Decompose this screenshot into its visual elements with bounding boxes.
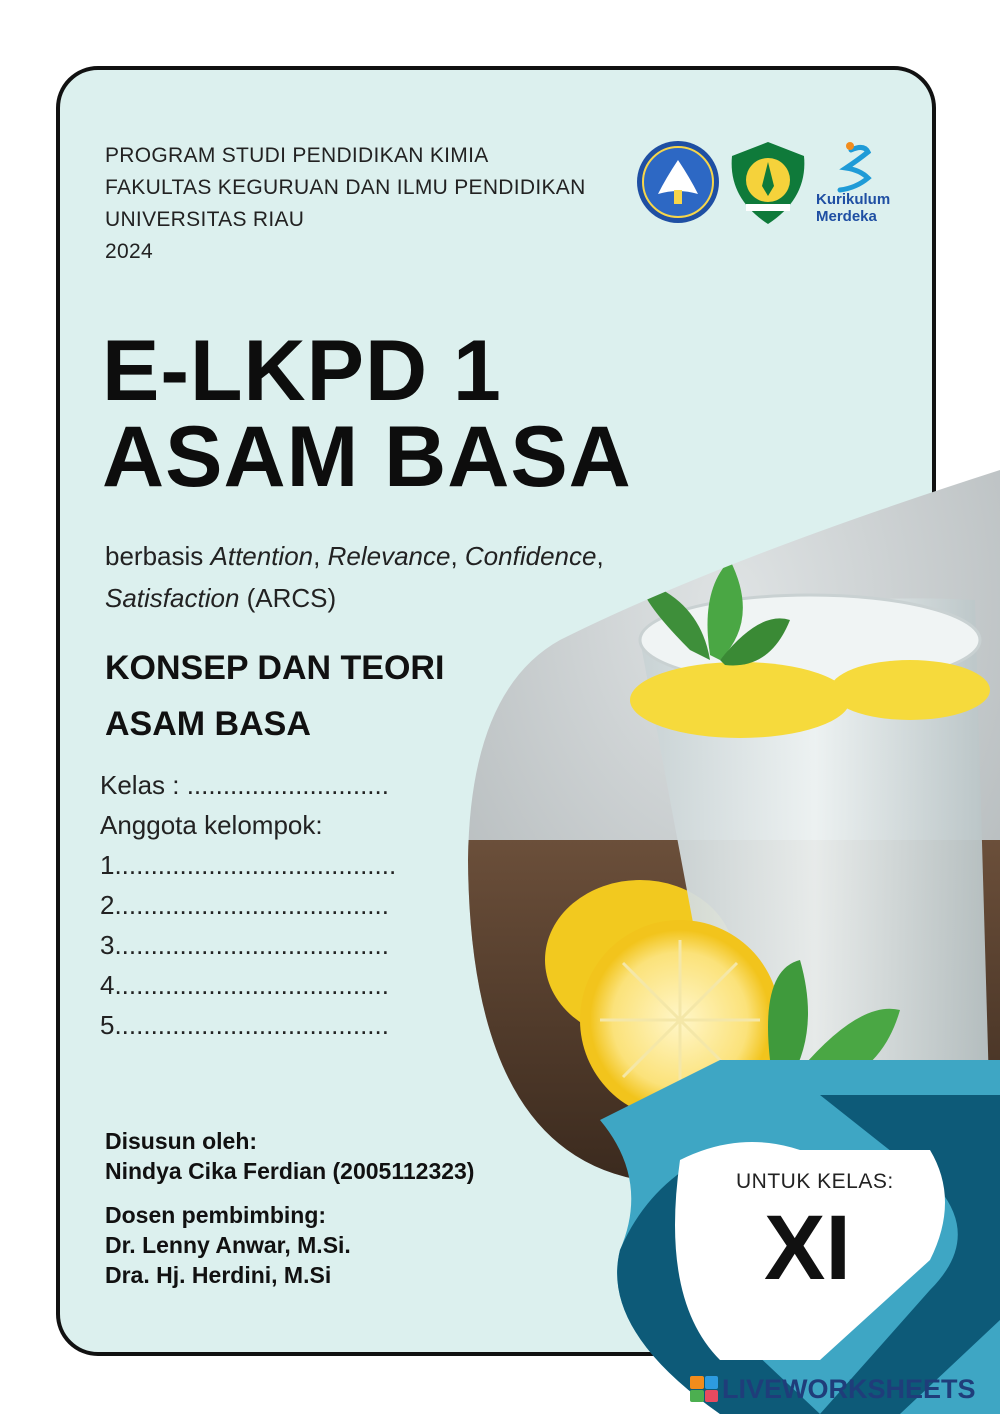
kurikulum-merdeka-logo bbox=[816, 142, 890, 225]
disusun-name: Nindya Cika Ferdian (2005112323) bbox=[105, 1158, 475, 1184]
title-line2: ASAM BASA bbox=[102, 409, 632, 505]
student-fields bbox=[100, 765, 396, 1045]
section-line2: ASAM BASA bbox=[105, 705, 311, 743]
member-field-3[interactable]: 3...................................... bbox=[100, 930, 389, 960]
member-field-5[interactable]: 5...................................... bbox=[100, 1010, 389, 1040]
document-title bbox=[102, 323, 632, 505]
universitas-riau-logo bbox=[732, 142, 805, 224]
dosen-2: Dra. Hj. Herdini, M.Si bbox=[105, 1262, 332, 1288]
header-program: PROGRAM STUDI PENDIDIKAN KIMIA bbox=[105, 144, 489, 167]
subtitle-prefix: berbasis bbox=[105, 541, 211, 571]
header-year: 2024 bbox=[105, 240, 153, 263]
dosen-label: Dosen pembimbing: bbox=[105, 1202, 327, 1228]
member-field-4[interactable]: 4...................................... bbox=[100, 970, 389, 1000]
subtitle-sep: , bbox=[313, 541, 328, 571]
liveworksheets-watermark[interactable] bbox=[690, 1374, 976, 1404]
section-line1: KONSEP DAN TEORI bbox=[105, 649, 445, 687]
author-info bbox=[105, 1126, 474, 1290]
disusun-label: Disusun oleh: bbox=[105, 1128, 258, 1154]
logo-strip bbox=[636, 138, 906, 228]
dosen-1: Dr. Lenny Anwar, M.Si. bbox=[105, 1232, 351, 1258]
kurikulum-line2: Merdeka bbox=[816, 208, 877, 225]
kelas-field[interactable]: Kelas : ............................ bbox=[100, 770, 389, 800]
subtitle-relevance: Relevance bbox=[327, 541, 451, 571]
kurikulum-line1: Kurikulum bbox=[816, 191, 891, 208]
liveworksheets-icon bbox=[690, 1376, 718, 1402]
subtitle-confidence: Confidence bbox=[464, 541, 597, 571]
title-line1: E-LKPD 1 bbox=[102, 323, 502, 419]
subtitle-satisfaction: Satisfaction bbox=[105, 583, 240, 613]
subtitle-sep: , bbox=[450, 541, 465, 571]
member-field-2[interactable]: 2...................................... bbox=[100, 890, 389, 920]
institution-header bbox=[105, 140, 586, 268]
subtitle-suffix: (ARCS) bbox=[239, 583, 337, 613]
member-field-1[interactable]: 1....................................... bbox=[100, 850, 397, 880]
subtitle-sep: , bbox=[596, 541, 604, 571]
tut-wuri-handayani-logo bbox=[637, 141, 719, 223]
subtitle-attention: Attention bbox=[210, 541, 314, 571]
subtitle bbox=[105, 535, 685, 619]
kelas-badge-value: XI bbox=[764, 1197, 851, 1299]
watermark-text: LIVEWORKSHEETS bbox=[722, 1373, 976, 1404]
header-faculty: FAKULTAS KEGURUAN DAN ILMU PENDIDIKAN bbox=[105, 176, 586, 199]
kelas-badge-label: UNTUK KELAS: bbox=[736, 1170, 894, 1193]
anggota-label: Anggota kelompok: bbox=[100, 810, 323, 840]
header-university: UNIVERSITAS RIAU bbox=[105, 208, 305, 231]
section-heading bbox=[105, 640, 444, 752]
